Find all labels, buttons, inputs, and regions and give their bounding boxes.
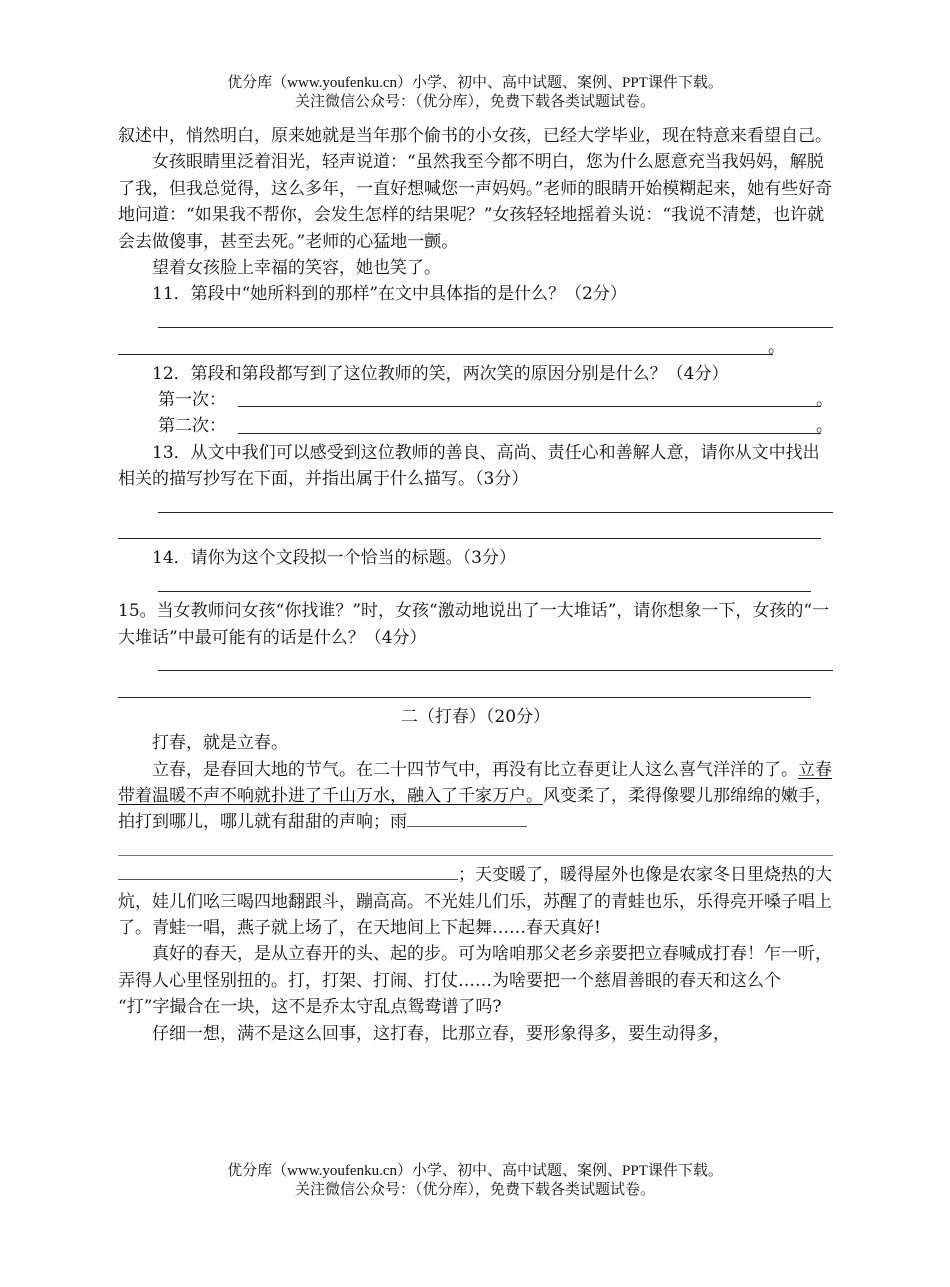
answer-underline: [158, 512, 833, 513]
paragraph-2-text-b: 风变柔了，柔得像婴儿那绵绵的嫩手，拍打到哪儿，哪儿就有甜甜的声响；雨: [118, 786, 832, 833]
paragraph-2-text-a: 立春，是春回大地的节气。在二十四节气中，再没有比立春更让人这么喜气洋洋的了。: [152, 759, 798, 780]
paragraph-2-text-c: ；天变暖了，暖得屋外也像是农家冬日里烧热的大炕，娃儿们吆三喝四地翻跟斗，蹦高高。不光娃儿们乐，苏醒了的青蛙也乐，乐得亮开嗓子唱上了。青蛙一唱，燕子就上场了，在天地间上下起舞……春天真好!: [118, 865, 832, 939]
answer-underline: [118, 855, 833, 856]
answer-line-q13-a[interactable]: [118, 493, 833, 519]
answer-line-q15-a[interactable]: [118, 651, 833, 677]
line-end-period: 。: [768, 337, 785, 358]
fill-blank-line[interactable]: [118, 836, 833, 862]
footer-line-1: 优分库（www.youfenku.cn）小学、初中、高中试题、案例、PPT课件下载。: [227, 1163, 723, 1179]
answer-line-q15-b[interactable]: [118, 677, 833, 703]
answer-underline: [118, 354, 773, 355]
footer-line-2: 关注微信公众号：（优分库），免费下载各类试题试卷。: [294, 1182, 655, 1198]
header-line-2: 关注微信公众号：（优分库），免费下载各类试题试卷。: [294, 94, 655, 110]
section-2-paragraph-2-continued: [118, 862, 833, 941]
section-2-paragraph-2: [118, 757, 833, 836]
answer-underline: [158, 670, 833, 671]
fill-blank-underline[interactable]: [118, 865, 458, 880]
answer-underline: [238, 406, 821, 407]
underlined-sentence: 立春带着温暖不声不响就扑进了千山万水，融入了千家万户。: [118, 759, 832, 807]
section-2-paragraph-1: 打春，就是立春。: [152, 733, 288, 754]
fill-blank-underline[interactable]: [407, 812, 527, 827]
answer-line-q12-first[interactable]: [118, 387, 833, 413]
page-header: [0, 74, 950, 112]
answer-underline: [158, 327, 833, 328]
passage-paragraph-2: 女孩眼睛里泛着泪光，轻声说道：“虽然我至今都不明白，您为什么愿意充当我妈妈，解脱了我，但我总觉得，这么多年，一直好想喊您一声妈妈。”老师的眼睛开始模糊起来，她有些好奇地问道：“如果我不帮你，会发生怎样的结果呢？”女孩轻轻地摇着头说：“我说不清楚，也许就会去做傻事，甚至去死。”老师的心猛地一颤。: [118, 152, 833, 252]
answer-underline: [118, 538, 821, 539]
question-11: 11．第段中“她所料到的那样”在文中具体指的是什么？（2分）: [152, 284, 627, 305]
passage-paragraph-3: 望着女孩脸上幸福的笑容，她也笑了。: [152, 258, 441, 279]
page-footer: [0, 1162, 950, 1200]
passage-paragraph-1: 叙述中，悄然明白，原来她就是当年那个偷书的小女孩，已经大学毕业，现在特意来看望自己。: [118, 126, 832, 146]
answer-underline: [118, 697, 811, 698]
line-end-period: 。: [816, 390, 833, 411]
line-end-period: 。: [816, 416, 833, 437]
section-2-paragraph-3: 真好的春天，是从立春开的头、起的步。可为啥咱那父老乡亲要把立春喊成打春！乍一听，弄得人心里怪别扭的。打，打架、打闹、打仗……为啥要把一个慈眉善眼的春天和这么个 “打”字撮合在一块，这不是乔太守乱点鸳鸯谱了吗?: [118, 944, 832, 1018]
header-line-1: 优分库（www.youfenku.cn）小学、初中、高中试题、案例、PPT课件下载。: [227, 75, 723, 91]
document-body: [118, 123, 833, 1047]
question-12: 12．第段和第段都写到了这位教师的笑，两次笑的原因分别是什么？（4分）: [152, 363, 729, 384]
answer-underline: [158, 591, 811, 592]
question-14: 14．请你为这个文段拟一个恰当的标题。（3分）: [152, 548, 516, 569]
answer-underline: [238, 433, 821, 434]
second-time-label: 第二次：: [158, 416, 226, 437]
answer-line-q12-second[interactable]: [118, 413, 833, 439]
answer-line-q11-b[interactable]: [118, 334, 833, 360]
first-time-label: 第一次：: [158, 390, 226, 411]
question-13: 13．从文中我们可以感受到这位教师的善良、高尚、责任心和善解人意，请你从文中找出相关的描写抄写在下面，并指出属于什么描写。（3分）: [118, 442, 820, 490]
answer-line-q13-b[interactable]: [118, 519, 833, 545]
section-2-title: 二（打春）（20分）: [400, 706, 551, 727]
answer-line-q11-a[interactable]: [118, 308, 833, 334]
question-15: 15。当女教师问女孩“你找谁？”时，女孩“激动地说出了一大堆话”，请你想象一下，女孩的“一大堆话”中最可能有的话是什么？（4分）: [118, 601, 830, 648]
answer-line-q14[interactable]: [118, 572, 833, 598]
section-2-paragraph-4: 仔细一想，满不是这么回事，这打春，比那立春，要形象得多，要生动得多，: [152, 1023, 730, 1044]
